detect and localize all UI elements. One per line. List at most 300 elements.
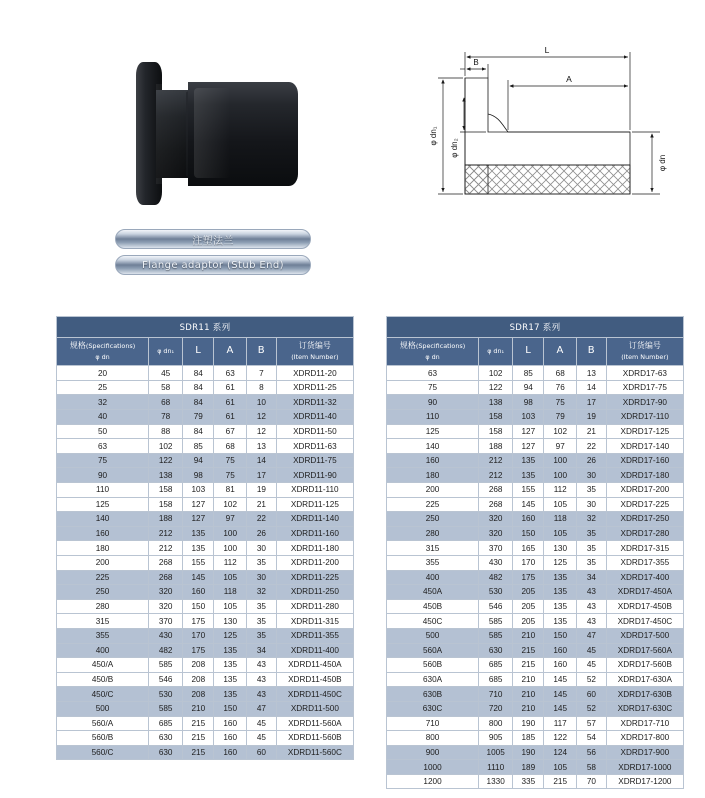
cell-a: 105 bbox=[214, 570, 247, 585]
cell-l: 84 bbox=[183, 380, 214, 395]
cell-b: 12 bbox=[247, 424, 277, 439]
cell-b: 7 bbox=[247, 366, 277, 381]
cell-a: 145 bbox=[544, 672, 577, 687]
cell-dn1: 546 bbox=[479, 599, 513, 614]
table-row bbox=[57, 526, 354, 541]
cell-l: 145 bbox=[513, 497, 544, 512]
cell-item-number: XDRD17-160 bbox=[606, 453, 683, 468]
cell-item-number: XDRD17-450A bbox=[606, 585, 683, 600]
cell-l: 170 bbox=[513, 555, 544, 570]
cell-item-number: XDRD11-125 bbox=[276, 497, 353, 512]
cell-b: 45 bbox=[577, 643, 607, 658]
cell-item-number: XDRD17-140 bbox=[606, 439, 683, 454]
cell-dn1: 530 bbox=[149, 687, 183, 702]
cell-l: 127 bbox=[183, 497, 214, 512]
cell-l: 190 bbox=[513, 716, 544, 731]
cell-b: 52 bbox=[577, 672, 607, 687]
cell-item-number: XDRD11-160 bbox=[276, 526, 353, 541]
cell-item-number: XDRD17-225 bbox=[606, 497, 683, 512]
cell-dn1: 630 bbox=[149, 731, 183, 746]
column-header-l: L bbox=[513, 338, 544, 366]
cell-specification: 560/B bbox=[57, 731, 149, 746]
column-header-l: L bbox=[183, 338, 214, 366]
table-row bbox=[57, 424, 354, 439]
cell-dn1: 800 bbox=[479, 716, 513, 731]
cell-dn1: 430 bbox=[149, 628, 183, 643]
cell-item-number: XDRD11-140 bbox=[276, 512, 353, 527]
cell-dn1: 212 bbox=[149, 541, 183, 556]
cell-dn1: 138 bbox=[479, 395, 513, 410]
cell-b: 35 bbox=[577, 526, 607, 541]
cell-item-number: XDRD17-800 bbox=[606, 731, 683, 746]
dim-label-B: B bbox=[473, 58, 479, 67]
cell-b: 30 bbox=[247, 541, 277, 556]
cell-b: 26 bbox=[247, 526, 277, 541]
cell-l: 189 bbox=[513, 760, 544, 775]
cell-item-number: XDRD11-560A bbox=[276, 716, 353, 731]
cell-l: 210 bbox=[513, 628, 544, 643]
dim-label-L: L bbox=[544, 45, 550, 55]
cell-item-number: XDRD11-225 bbox=[276, 570, 353, 585]
cell-b: 22 bbox=[247, 512, 277, 527]
cell-item-number: XDRD11-180 bbox=[276, 541, 353, 556]
cell-b: 12 bbox=[247, 410, 277, 425]
cell-specification: 140 bbox=[387, 439, 479, 454]
cell-b: 35 bbox=[577, 555, 607, 570]
cell-item-number: XDRD11-50 bbox=[276, 424, 353, 439]
cell-b: 14 bbox=[247, 453, 277, 468]
cell-specification: 450/C bbox=[57, 687, 149, 702]
cell-item-number: XDRD17-400 bbox=[606, 570, 683, 585]
cell-l: 215 bbox=[183, 731, 214, 746]
table-row bbox=[387, 672, 684, 687]
column-header-specification: 规格(Specifications) φ dn bbox=[387, 338, 479, 366]
cell-dn1: 370 bbox=[149, 614, 183, 629]
cell-specification: 400 bbox=[57, 643, 149, 658]
cell-specification: 450C bbox=[387, 614, 479, 629]
cell-specification: 450/B bbox=[57, 672, 149, 687]
cell-item-number: XDRD17-630A bbox=[606, 672, 683, 687]
cell-l: 208 bbox=[183, 658, 214, 673]
table-row bbox=[57, 541, 354, 556]
table-row bbox=[387, 716, 684, 731]
cell-dn1: 212 bbox=[149, 526, 183, 541]
cell-a: 118 bbox=[544, 512, 577, 527]
cell-item-number: XDRD11-110 bbox=[276, 483, 353, 498]
dim-label-dn1: φ dn₁ bbox=[429, 126, 438, 146]
cell-item-number: XDRD11-32 bbox=[276, 395, 353, 410]
cell-l: 210 bbox=[183, 701, 214, 716]
cell-b: 8 bbox=[247, 380, 277, 395]
cell-l: 103 bbox=[513, 410, 544, 425]
cell-item-number: XDRD11-450A bbox=[276, 658, 353, 673]
cell-l: 98 bbox=[513, 395, 544, 410]
cell-item-number: XDRD17-500 bbox=[606, 628, 683, 643]
cell-specification: 125 bbox=[387, 424, 479, 439]
cell-l: 205 bbox=[513, 585, 544, 600]
cell-a: 145 bbox=[544, 687, 577, 702]
cell-a: 160 bbox=[544, 658, 577, 673]
cell-item-number: XDRD17-63 bbox=[606, 366, 683, 381]
table-row bbox=[57, 643, 354, 658]
cell-l: 98 bbox=[183, 468, 214, 483]
cell-specification: 75 bbox=[387, 380, 479, 395]
cell-specification: 90 bbox=[57, 468, 149, 483]
cell-item-number: XDRD17-560B bbox=[606, 658, 683, 673]
cell-a: 150 bbox=[214, 701, 247, 716]
table-row bbox=[387, 512, 684, 527]
cell-b: 13 bbox=[247, 439, 277, 454]
table-row bbox=[387, 614, 684, 629]
cell-b: 47 bbox=[577, 628, 607, 643]
column-header-b: B bbox=[247, 338, 277, 366]
cell-dn1: 530 bbox=[479, 585, 513, 600]
cell-dn1: 585 bbox=[149, 658, 183, 673]
column-header-a: A bbox=[544, 338, 577, 366]
table-row bbox=[387, 380, 684, 395]
cell-dn1: 482 bbox=[479, 570, 513, 585]
cell-specification: 630C bbox=[387, 701, 479, 716]
table-row bbox=[57, 701, 354, 716]
cell-specification: 180 bbox=[387, 468, 479, 483]
cell-specification: 160 bbox=[57, 526, 149, 541]
cell-item-number: XDRD17-630C bbox=[606, 701, 683, 716]
cell-a: 105 bbox=[544, 760, 577, 775]
cell-dn1: 685 bbox=[149, 716, 183, 731]
cell-dn1: 212 bbox=[479, 453, 513, 468]
product-label-chinese: 注塑法兰 bbox=[115, 229, 311, 249]
cell-dn1: 482 bbox=[149, 643, 183, 658]
cell-item-number: XDRD17-280 bbox=[606, 526, 683, 541]
table-header-row bbox=[57, 338, 354, 366]
cell-l: 135 bbox=[513, 468, 544, 483]
cell-a: 160 bbox=[214, 716, 247, 731]
cell-dn1: 320 bbox=[479, 526, 513, 541]
cell-a: 160 bbox=[214, 731, 247, 746]
cell-a: 124 bbox=[544, 745, 577, 760]
cell-item-number: XDRD17-450C bbox=[606, 614, 683, 629]
cell-a: 63 bbox=[214, 366, 247, 381]
cell-b: 57 bbox=[577, 716, 607, 731]
cell-specification: 63 bbox=[387, 366, 479, 381]
cell-item-number: XDRD17-180 bbox=[606, 468, 683, 483]
cell-dn1: 585 bbox=[479, 628, 513, 643]
cell-a: 100 bbox=[214, 526, 247, 541]
cell-l: 185 bbox=[513, 731, 544, 746]
cell-b: 22 bbox=[577, 439, 607, 454]
cell-item-number: XDRD17-75 bbox=[606, 380, 683, 395]
cell-b: 45 bbox=[577, 658, 607, 673]
cell-l: 84 bbox=[183, 424, 214, 439]
cell-b: 35 bbox=[247, 628, 277, 643]
cell-dn1: 268 bbox=[149, 555, 183, 570]
cell-item-number: XDRD17-1000 bbox=[606, 760, 683, 775]
table-row bbox=[57, 599, 354, 614]
cell-b: 19 bbox=[577, 410, 607, 425]
cell-a: 135 bbox=[214, 672, 247, 687]
cell-a: 135 bbox=[544, 585, 577, 600]
cell-b: 43 bbox=[577, 585, 607, 600]
cell-l: 150 bbox=[183, 599, 214, 614]
table-title-row bbox=[387, 317, 684, 338]
cell-l: 135 bbox=[513, 453, 544, 468]
cell-b: 45 bbox=[247, 731, 277, 746]
table-row bbox=[387, 731, 684, 746]
cell-b: 17 bbox=[247, 468, 277, 483]
cell-l: 208 bbox=[183, 672, 214, 687]
cell-specification: 75 bbox=[57, 453, 149, 468]
cell-b: 70 bbox=[577, 774, 607, 789]
cell-dn1: 585 bbox=[479, 614, 513, 629]
table-row bbox=[57, 658, 354, 673]
cell-dn1: 1005 bbox=[479, 745, 513, 760]
table-title-row bbox=[57, 317, 354, 338]
table-row bbox=[57, 716, 354, 731]
column-header-specification: 规格(Specifications) φ dn bbox=[57, 338, 149, 366]
cell-dn1: 720 bbox=[479, 701, 513, 716]
cell-specification: 1200 bbox=[387, 774, 479, 789]
cell-l: 335 bbox=[513, 774, 544, 789]
cell-l: 215 bbox=[183, 716, 214, 731]
cell-specification: 50 bbox=[57, 424, 149, 439]
cell-dn1: 188 bbox=[479, 439, 513, 454]
cell-specification: 630B bbox=[387, 687, 479, 702]
cell-dn1: 45 bbox=[149, 366, 183, 381]
cell-b: 54 bbox=[577, 731, 607, 746]
cell-dn1: 158 bbox=[479, 424, 513, 439]
cell-dn1: 122 bbox=[149, 453, 183, 468]
cell-l: 85 bbox=[513, 366, 544, 381]
cell-b: 35 bbox=[247, 599, 277, 614]
table-row bbox=[387, 424, 684, 439]
cell-l: 150 bbox=[513, 526, 544, 541]
cell-l: 127 bbox=[513, 439, 544, 454]
cell-a: 125 bbox=[544, 555, 577, 570]
column-header-a: A bbox=[214, 338, 247, 366]
cell-b: 35 bbox=[247, 555, 277, 570]
cell-dn1: 1330 bbox=[479, 774, 513, 789]
table-row bbox=[57, 614, 354, 629]
cell-dn1: 58 bbox=[149, 380, 183, 395]
table-row bbox=[387, 410, 684, 425]
cell-item-number: XDRD11-500 bbox=[276, 701, 353, 716]
table-title: SDR11 系列 bbox=[57, 317, 354, 338]
cell-a: 135 bbox=[544, 599, 577, 614]
cell-dn1: 102 bbox=[479, 366, 513, 381]
cell-a: 112 bbox=[214, 555, 247, 570]
table-row bbox=[387, 687, 684, 702]
cell-a: 102 bbox=[214, 497, 247, 512]
cell-b: 30 bbox=[577, 468, 607, 483]
cell-l: 165 bbox=[513, 541, 544, 556]
cell-a: 130 bbox=[214, 614, 247, 629]
cell-a: 125 bbox=[214, 628, 247, 643]
cell-item-number: XDRD17-200 bbox=[606, 483, 683, 498]
cell-dn1: 268 bbox=[479, 497, 513, 512]
cell-l: 208 bbox=[183, 687, 214, 702]
cell-item-number: XDRD11-75 bbox=[276, 453, 353, 468]
cell-b: 47 bbox=[247, 701, 277, 716]
cell-item-number: XDRD17-1200 bbox=[606, 774, 683, 789]
cell-specification: 450A bbox=[387, 585, 479, 600]
top-section bbox=[0, 0, 705, 300]
table-row bbox=[387, 701, 684, 716]
cell-a: 81 bbox=[214, 483, 247, 498]
cell-specification: 630A bbox=[387, 672, 479, 687]
table-row bbox=[387, 570, 684, 585]
cell-a: 67 bbox=[214, 424, 247, 439]
cell-specification: 280 bbox=[387, 526, 479, 541]
cell-a: 97 bbox=[214, 512, 247, 527]
cell-dn1: 685 bbox=[479, 672, 513, 687]
cell-a: 105 bbox=[544, 497, 577, 512]
table-sdr11-container bbox=[56, 316, 354, 760]
cell-b: 60 bbox=[247, 745, 277, 760]
cell-a: 135 bbox=[214, 643, 247, 658]
cell-dn1: 268 bbox=[149, 570, 183, 585]
cell-dn1: 138 bbox=[149, 468, 183, 483]
table-row bbox=[387, 760, 684, 775]
cell-l: 210 bbox=[513, 687, 544, 702]
cell-item-number: XDRD17-630B bbox=[606, 687, 683, 702]
cell-dn1: 546 bbox=[149, 672, 183, 687]
cell-b: 34 bbox=[247, 643, 277, 658]
cell-item-number: XDRD17-710 bbox=[606, 716, 683, 731]
cell-b: 30 bbox=[577, 497, 607, 512]
cell-dn1: 78 bbox=[149, 410, 183, 425]
cell-item-number: XDRD11-560B bbox=[276, 731, 353, 746]
cell-b: 35 bbox=[577, 483, 607, 498]
cell-l: 127 bbox=[183, 512, 214, 527]
cell-dn1: 68 bbox=[149, 395, 183, 410]
cell-item-number: XDRD11-40 bbox=[276, 410, 353, 425]
cell-item-number: XDRD11-355 bbox=[276, 628, 353, 643]
column-header-dn1: φ dn₁ bbox=[149, 338, 183, 366]
cell-a: 135 bbox=[544, 614, 577, 629]
table-row bbox=[387, 395, 684, 410]
cell-specification: 800 bbox=[387, 731, 479, 746]
cell-b: 43 bbox=[247, 687, 277, 702]
cell-specification: 250 bbox=[57, 585, 149, 600]
cell-item-number: XDRD11-280 bbox=[276, 599, 353, 614]
cell-specification: 90 bbox=[387, 395, 479, 410]
cell-a: 105 bbox=[544, 526, 577, 541]
cell-b: 56 bbox=[577, 745, 607, 760]
cell-specification: 110 bbox=[387, 410, 479, 425]
table-row bbox=[57, 439, 354, 454]
cell-specification: 32 bbox=[57, 395, 149, 410]
cell-item-number: XDRD11-25 bbox=[276, 380, 353, 395]
cell-b: 35 bbox=[577, 541, 607, 556]
cell-dn1: 370 bbox=[479, 541, 513, 556]
table-row bbox=[387, 497, 684, 512]
cell-b: 58 bbox=[577, 760, 607, 775]
table-row bbox=[57, 512, 354, 527]
cell-item-number: XDRD11-315 bbox=[276, 614, 353, 629]
cell-dn1: 212 bbox=[479, 468, 513, 483]
cell-dn1: 630 bbox=[479, 643, 513, 658]
table-row bbox=[57, 366, 354, 381]
table-row bbox=[57, 497, 354, 512]
cell-l: 215 bbox=[183, 745, 214, 760]
cell-specification: 1000 bbox=[387, 760, 479, 775]
cell-specification: 400 bbox=[387, 570, 479, 585]
cell-l: 127 bbox=[513, 424, 544, 439]
cell-item-number: XDRD17-315 bbox=[606, 541, 683, 556]
cell-b: 14 bbox=[577, 380, 607, 395]
technical-drawing bbox=[420, 36, 692, 236]
spec-table-sdr17 bbox=[386, 316, 684, 789]
table-row bbox=[387, 541, 684, 556]
column-header-item-number: 订货编号 (Item Number) bbox=[606, 338, 683, 366]
cell-specification: 63 bbox=[57, 439, 149, 454]
cell-specification: 20 bbox=[57, 366, 149, 381]
cell-specification: 125 bbox=[57, 497, 149, 512]
cell-item-number: XDRD11-400 bbox=[276, 643, 353, 658]
cell-a: 100 bbox=[214, 541, 247, 556]
cell-a: 68 bbox=[214, 439, 247, 454]
cell-dn1: 905 bbox=[479, 731, 513, 746]
barrel-highlight bbox=[194, 88, 230, 178]
table-row bbox=[57, 380, 354, 395]
cell-dn1: 710 bbox=[479, 687, 513, 702]
cell-item-number: XDRD11-90 bbox=[276, 468, 353, 483]
cell-dn1: 320 bbox=[479, 512, 513, 527]
cell-specification: 225 bbox=[57, 570, 149, 585]
cell-a: 75 bbox=[214, 453, 247, 468]
cell-a: 118 bbox=[214, 585, 247, 600]
table-row bbox=[57, 468, 354, 483]
cell-dn1: 585 bbox=[149, 701, 183, 716]
cell-item-number: XDRD11-20 bbox=[276, 366, 353, 381]
cell-a: 97 bbox=[544, 439, 577, 454]
cell-specification: 315 bbox=[387, 541, 479, 556]
table-row bbox=[387, 439, 684, 454]
cell-dn1: 188 bbox=[149, 512, 183, 527]
cell-item-number: XDRD11-200 bbox=[276, 555, 353, 570]
cell-b: 43 bbox=[247, 672, 277, 687]
cell-a: 76 bbox=[544, 380, 577, 395]
cell-a: 105 bbox=[214, 599, 247, 614]
dim-label-A: A bbox=[566, 74, 572, 84]
cell-a: 160 bbox=[544, 643, 577, 658]
cell-item-number: XDRD17-125 bbox=[606, 424, 683, 439]
table-row bbox=[57, 585, 354, 600]
table-row bbox=[387, 745, 684, 760]
cell-specification: 500 bbox=[57, 701, 149, 716]
cell-a: 145 bbox=[544, 701, 577, 716]
table-row bbox=[387, 658, 684, 673]
cell-specification: 560/C bbox=[57, 745, 149, 760]
cell-l: 94 bbox=[513, 380, 544, 395]
cell-b: 52 bbox=[577, 701, 607, 716]
cell-b: 10 bbox=[247, 395, 277, 410]
cell-specification: 450/A bbox=[57, 658, 149, 673]
cell-specification: 450B bbox=[387, 599, 479, 614]
table-row bbox=[387, 526, 684, 541]
cell-l: 94 bbox=[183, 453, 214, 468]
cell-l: 135 bbox=[183, 541, 214, 556]
cell-specification: 180 bbox=[57, 541, 149, 556]
cell-specification: 250 bbox=[387, 512, 479, 527]
cell-a: 117 bbox=[544, 716, 577, 731]
table-row bbox=[387, 483, 684, 498]
cell-specification: 160 bbox=[387, 453, 479, 468]
table-header-row bbox=[387, 338, 684, 366]
cell-specification: 110 bbox=[57, 483, 149, 498]
table-row bbox=[387, 774, 684, 789]
cell-dn1: 685 bbox=[479, 658, 513, 673]
